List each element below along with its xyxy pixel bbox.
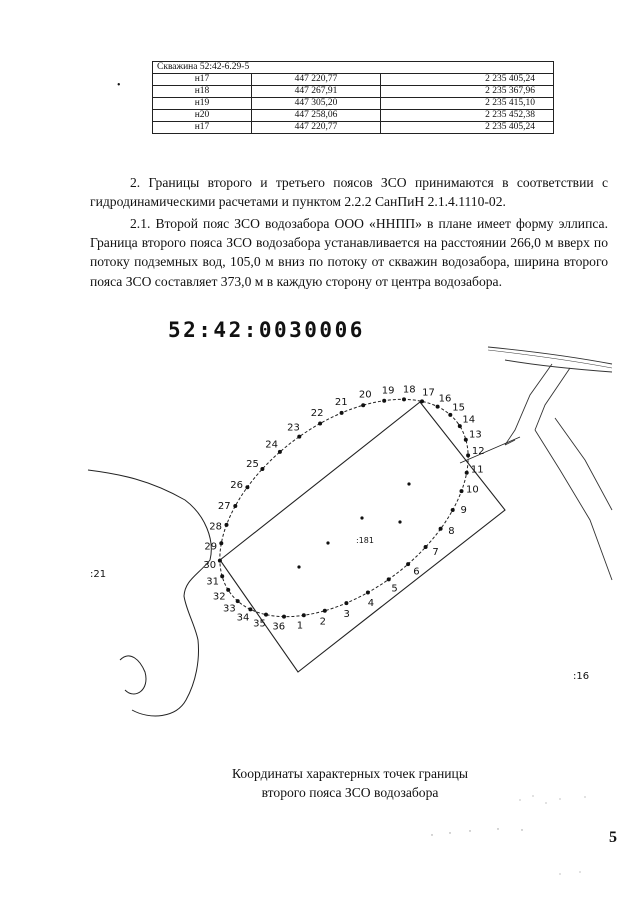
- page-number: 5: [609, 829, 617, 846]
- parcel-label-left: :21: [90, 569, 107, 580]
- boundary-point-label: 24: [265, 439, 278, 451]
- boundary-point-label: 2: [319, 616, 326, 628]
- table-cell-point: н17: [153, 74, 252, 86]
- boundary-point-36: [282, 615, 286, 619]
- well-marker: [360, 516, 363, 519]
- boundary-point-18: [402, 397, 406, 401]
- boundary-point-21: [340, 411, 344, 415]
- boundary-point-22: [318, 422, 322, 426]
- figure-caption-line-1: Координаты характерных точек границы: [232, 766, 468, 781]
- boundary-point-label: 1: [296, 620, 304, 632]
- table-cell-x: 447 258,06: [252, 110, 381, 122]
- boundary-point-label: 16: [438, 393, 452, 405]
- parcel-side-line: [460, 437, 520, 463]
- paragraph-zone-2-description: 2.1. Второй пояс ЗСО водозабора ООО «ННПП» в плане имеет форму эллипса. Граница второго пояса ЗСО водозабора устанавливается на расстоянии 266,0 м вверх по потоку подземных вод, 105,0 м вниз по потоку от скважин водозабора, ширина второго пояса ЗСО составляет 373,0 м в каждую сторону от центра водозабора.: [90, 216, 608, 289]
- table-cell-point: н18: [153, 86, 252, 98]
- table-cell-y: 2 235 415,10: [381, 98, 554, 110]
- boundary-point-2: [323, 609, 327, 613]
- river-outline: [88, 470, 211, 716]
- table-cell-x: 447 220,77: [252, 74, 381, 86]
- well-marker: [407, 482, 410, 485]
- boundary-point-4: [366, 591, 370, 595]
- boundary-point-13: [464, 438, 468, 442]
- boundary-point-24: [278, 450, 282, 454]
- boundary-point-17: [420, 399, 424, 403]
- boundary-point-20: [361, 403, 365, 407]
- table-cell-y: 2 235 452,38: [381, 110, 554, 122]
- scan-noise: [431, 795, 585, 874]
- boundary-point-25: [260, 467, 264, 471]
- table-cell-x: 447 220,77: [252, 122, 381, 134]
- boundary-point-1: [302, 613, 306, 617]
- road-lines: [488, 347, 612, 580]
- boundary-point-label: 28: [209, 521, 222, 533]
- boundary-point-label: 19: [381, 385, 395, 397]
- boundary-point-7: [424, 545, 428, 549]
- boundary-point-label: 31: [206, 576, 219, 588]
- paragraph-zones-2-3: 2. Границы второго и третьего поясов ЗСО принимаются в соответствии с гидродинамическими расчетами и пунктом 2.2.2 СанПиН 2.1.4.1110-02.: [90, 175, 608, 210]
- boundary-point-16: [436, 405, 440, 409]
- boundary-point-label: 3: [343, 609, 350, 621]
- boundary-point-11: [465, 471, 469, 475]
- well-markers: [297, 482, 410, 568]
- boundary-point-6: [406, 562, 410, 566]
- boundary-point-26: [245, 485, 249, 489]
- table-cell-point: н20: [153, 110, 252, 122]
- boundary-point-31: [220, 574, 224, 578]
- scan-speck: •: [117, 80, 121, 91]
- boundary-point-label: 14: [462, 414, 476, 426]
- boundary-point-12: [466, 453, 470, 457]
- boundary-point-34: [248, 607, 252, 611]
- boundary-point-23: [297, 435, 301, 439]
- boundary-point-label: 18: [402, 384, 416, 396]
- table-cell-x: 447 267,91: [252, 86, 381, 98]
- boundary-point-label: 22: [310, 407, 324, 419]
- boundary-point-33: [236, 599, 240, 603]
- boundary-point-label: 9: [460, 505, 467, 517]
- boundary-points: [218, 397, 470, 621]
- boundary-point-label: 15: [452, 402, 465, 414]
- boundary-point-label: 21: [334, 396, 348, 408]
- well-marker: [398, 520, 401, 523]
- table-cell-y: 2 235 367,96: [381, 86, 554, 98]
- boundary-point-label: 8: [448, 526, 455, 538]
- well-marker: [326, 541, 329, 544]
- boundary-point-label: 26: [230, 479, 243, 491]
- boundary-point-label: 13: [469, 429, 482, 441]
- boundary-point-10: [460, 489, 464, 493]
- boundary-point-label: 17: [422, 387, 435, 399]
- boundary-point-label: 30: [203, 559, 217, 571]
- boundary-point-label: 32: [212, 591, 226, 603]
- boundary-point-label: 10: [466, 484, 479, 496]
- boundary-point-label: 36: [272, 621, 286, 633]
- boundary-point-label: 12: [471, 446, 485, 458]
- boundary-point-30: [218, 559, 222, 563]
- boundary-point-label: 20: [358, 389, 372, 401]
- boundary-point-label: 7: [432, 546, 439, 558]
- table-caption: Скважина 52:42-6.29-5: [153, 62, 554, 74]
- boundary-point-label: 6: [413, 566, 420, 578]
- boundary-point-label: 29: [204, 541, 218, 553]
- boundary-point-label: 25: [246, 459, 259, 471]
- table-cell-y: 2 235 405,24: [381, 74, 554, 86]
- table-cell-point: н17: [153, 122, 252, 134]
- table-cell-y: 2 235 405,24: [381, 122, 554, 134]
- boundary-point-27: [233, 504, 237, 508]
- boundary-point-9: [451, 508, 455, 512]
- table-cell-point: н19: [153, 98, 252, 110]
- boundary-point-label: 5: [391, 583, 398, 595]
- well-marker: [297, 565, 300, 568]
- boundary-point-label: 23: [287, 422, 300, 434]
- boundary-point-label: 34: [236, 612, 250, 624]
- boundary-point-5: [387, 577, 391, 581]
- cadastral-block-number: 52:42:0030006: [168, 318, 365, 342]
- boundary-point-label: 4: [367, 598, 375, 610]
- boundary-point-32: [226, 588, 230, 592]
- parcel-label-center: :181: [356, 536, 374, 545]
- figure-caption-line-2: второго пояса ЗСО водозабора: [261, 785, 439, 800]
- boundary-point-19: [382, 399, 386, 403]
- boundary-point-label: 27: [217, 500, 231, 512]
- figure-caption: [200, 764, 500, 802]
- boundary-point-14: [458, 424, 462, 428]
- boundary-point-labels: [203, 385, 484, 633]
- boundary-point-35: [264, 613, 268, 617]
- boundary-point-label: 11: [470, 464, 484, 476]
- boundary-point-29: [219, 541, 223, 545]
- table-cell-x: 447 305,20: [252, 98, 381, 110]
- boundary-point-3: [344, 601, 348, 605]
- boundary-point-label: 33: [223, 603, 236, 615]
- boundary-point-8: [439, 527, 443, 531]
- boundary-point-label: 35: [253, 618, 266, 630]
- boundary-point-28: [225, 523, 229, 527]
- parcel-label-right: :16: [573, 671, 590, 682]
